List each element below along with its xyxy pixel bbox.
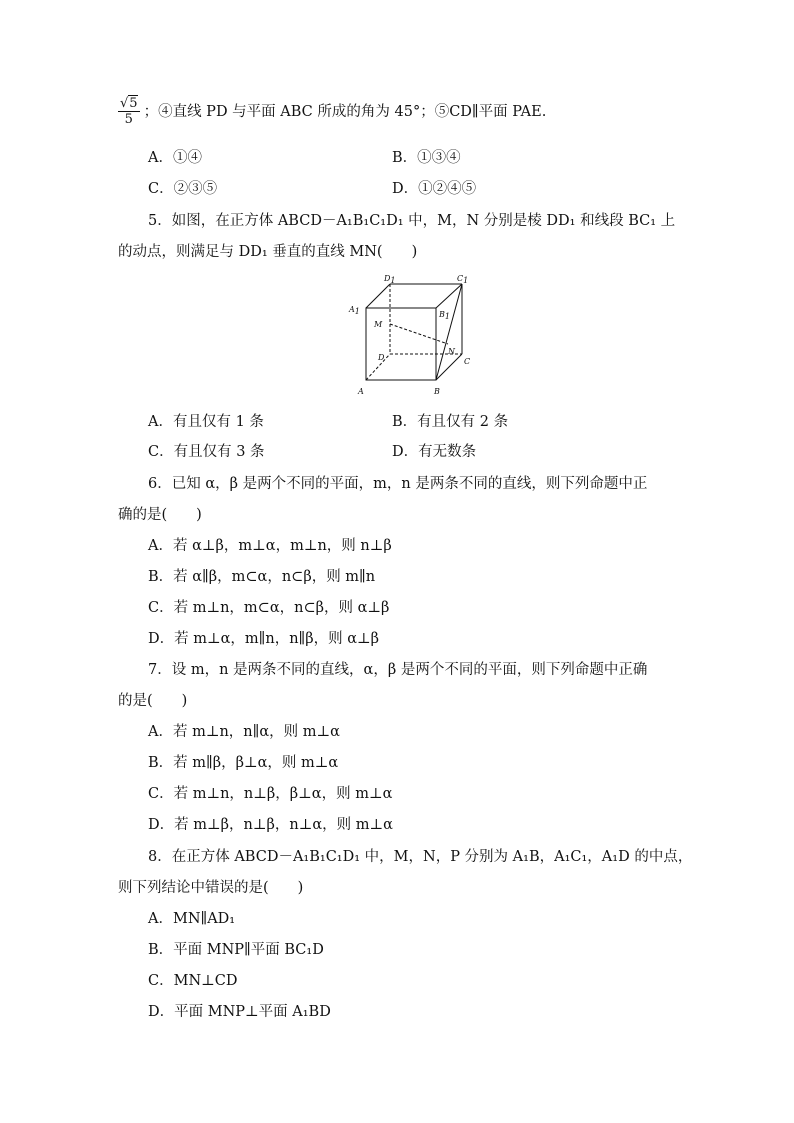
q5-stem-line2: 的动点，则满足与 DD₁ 垂直的直线 MN( ) [118,244,418,260]
q4-tail-line [118,96,546,140]
q7-stem-line2: 的是( ) [118,693,188,709]
q4-tail-text: ；④直线 PD 与平面 ABC 所成的角为 45°；⑤CD∥平面 PAE. [143,103,547,120]
q8-option-b: B．平面 MNP∥平面 BC₁D [148,942,324,958]
q6-option-b: B．若 α∥β，m⊂α，n⊂β，则 m∥n [148,569,376,585]
label-a1: A1 [349,305,360,316]
q8-stem-line2: 则下列结论中错误的是( ) [118,880,304,896]
segment-m-n [390,324,448,344]
q7-option-a: A．若 m⊥n，n∥α，则 m⊥α [148,724,340,740]
label-c: C [464,357,471,366]
frac-denominator: 5 [124,112,133,127]
label-d: D [378,353,385,362]
q6-option-c: C．若 m⊥n，m⊂α，n⊂β，则 α⊥β [148,600,390,616]
q6-option-d: D．若 m⊥α，m∥n，n∥β，则 α⊥β [148,631,380,647]
q5-option-d: D．有无数条 [392,444,477,460]
q4-option-d: D．①②④⑤ [392,181,477,197]
label-n: N [448,347,455,356]
q6-stem-line1: 6．已知 α，β 是两个不同的平面，m，n 是两条不同的直线，则下列命题中正 [148,476,648,492]
q8-option-c: C．MN⊥CD [148,973,238,989]
q4-option-a: A．①④ [148,150,202,166]
q8-option-d: D．平面 MNP⊥平面 A₁BD [148,1004,331,1020]
q5-option-c: C．有且仅有 3 条 [148,444,265,460]
q8-stem-line1: 8．在正方体 ABCD－A₁B₁C₁D₁ 中，M，N，P 分别为 A₁B，A₁C₁，A₁D 的中点， [148,849,693,865]
q4-option-b: B．①③④ [392,150,461,166]
label-b: B [434,387,440,396]
q5-stem-line1: 5．如图，在正方体 ABCD－A₁B₁C₁D₁ 中，M，N 分别是棱 DD₁ 和线段 BC₁ 上 [148,213,676,229]
label-a: A [358,387,364,396]
edge-b1-c1 [436,284,462,308]
q7-option-c: C．若 m⊥n，n⊥β，β⊥α，则 m⊥α [148,786,393,802]
q6-stem-line2: 确的是( ) [118,507,202,523]
cube-figure [340,272,490,402]
q7-stem-line1: 7．设 m，n 是两条不同的直线，α，β 是两个不同的平面，则下列命题中正确 [148,662,648,678]
q7-option-d: D．若 m⊥β，n⊥β，n⊥α，则 m⊥α [148,817,393,833]
label-b1: B1 [439,310,450,321]
sqrt5-over-5-fraction: $\frac{√5}{5}$ [120,96,138,127]
q4-option-c: C．②③⑤ [148,181,218,197]
frac-numerator: 5 [129,96,138,111]
q8-option-a: A．MN∥AD₁ [148,911,236,927]
label-m: M [374,320,383,329]
label-c1: C1 [457,274,469,285]
label-d1: D1 [384,274,396,285]
edge-a1-d1 [366,284,390,308]
segment-b-c1 [436,284,462,380]
q5-option-b: B．有且仅有 2 条 [392,414,509,430]
q6-option-a: A．若 α⊥β，m⊥α，m⊥n，则 n⊥β [148,538,392,554]
q5-option-a: A．有且仅有 1 条 [148,414,264,430]
q7-option-b: B．若 m∥β，β⊥α，则 m⊥α [148,755,339,771]
